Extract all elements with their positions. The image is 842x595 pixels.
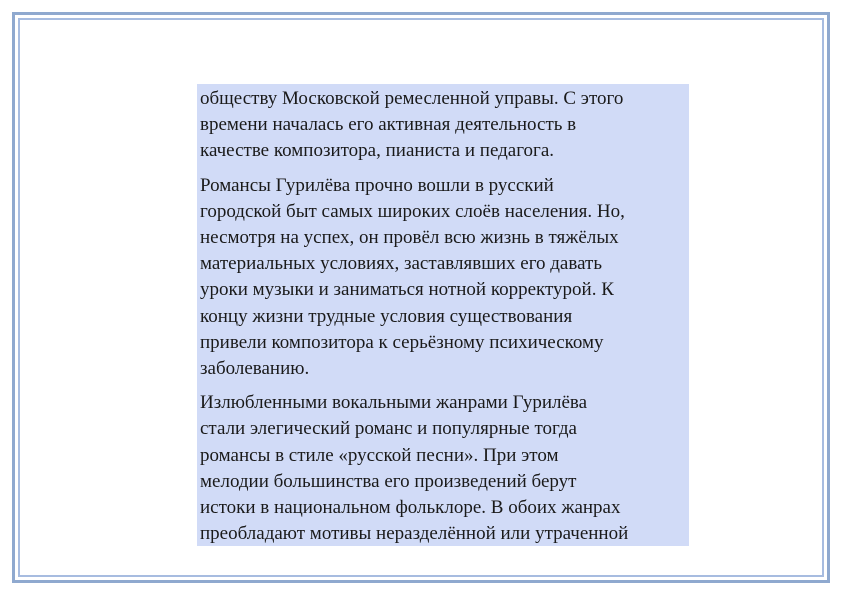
highlighted-text-block (197, 84, 689, 546)
text-line: концу жизни трудные условия существования (200, 305, 573, 327)
text-line: обществу Московской ремесленной управы. С этого (200, 88, 624, 109)
text-line: истоки в национальном фольклоре. В обоих жанрах (200, 497, 621, 519)
text-line: привели композитора к серьёзному психическому (200, 331, 604, 353)
text-line: материальных условиях, заставлявших его давать (200, 253, 602, 275)
text-line: Романсы Гурилёва прочно вошли в русский (200, 174, 554, 196)
text-line: мелодии большинства его произведений берут (200, 470, 577, 492)
text-line: несмотря на успех, он провёл всю жизнь в тяжёлых (200, 227, 619, 249)
paragraph-3 (200, 390, 689, 546)
text-line: времени началась его активная деятельность в (200, 114, 577, 136)
text-line: уроки музыки и заниматься нотной корректурой. К (200, 279, 614, 301)
text-line: качестве композитора, пианиста и педагога. (200, 140, 555, 162)
text-line: преобладают мотивы неразделённой или утраченной (200, 523, 629, 545)
text-line: романсы в стиле «русской песни». При этом (200, 444, 559, 466)
text-line: заболеванию. (200, 358, 310, 380)
text-line: стали элегический романс и популярные тогда (200, 418, 577, 440)
text-line: городской быт самых широких слоёв населения. Но, (200, 200, 625, 222)
text-line: Излюбленными вокальными жанрами Гурилёва (200, 392, 588, 414)
paragraph-1 (200, 86, 689, 165)
paragraph-2 (200, 173, 689, 383)
